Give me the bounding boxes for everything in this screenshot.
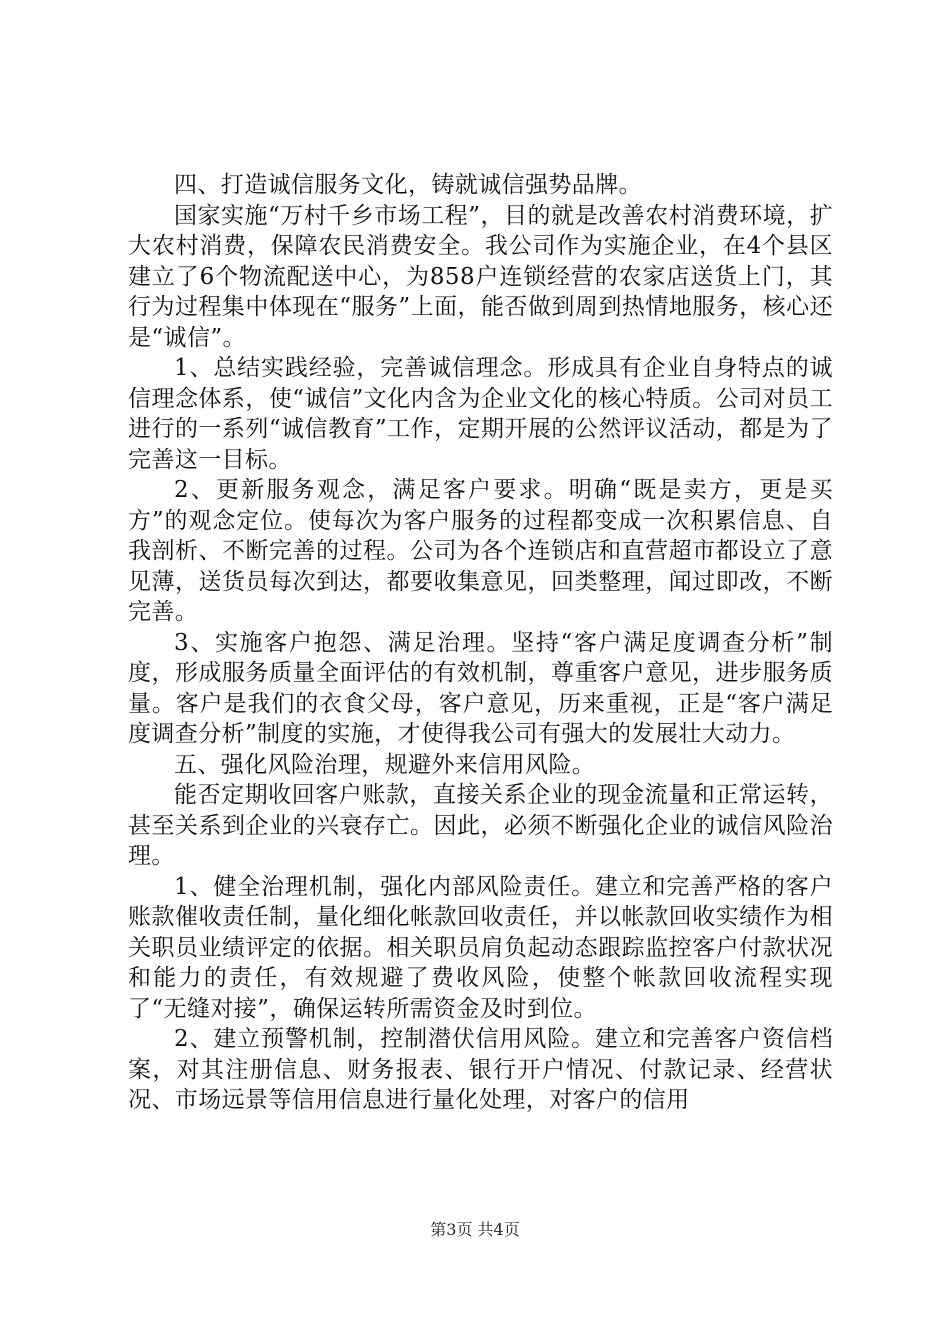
body-paragraph: 1、健全治理机制，强化内部风险责任。建立和完善严格的客户账款催收责任制，量化细化帐款回收责任，并以帐款回收实绩作为相关职员业绩评定的依据。相关职员肩负起动态跟踪监控客户付款状况和能力的责任，有效规避了费收风险，使整个帐款回收流程实现了“无缝对接”，确保运转所需资金及时到位。 [128,873,833,1022]
body-paragraph: 能否定期收回客户账款，直接关系企业的现金流量和正常运转，甚至关系到企业的兴衰存亡。因此，必须不断强化企业的诚信风险治理。 [128,782,833,869]
body-paragraph: 国家实施“万村千乡市场工程”，目的就是改善农村消费环境，扩大农村消费，保障农民消费安全。我公司作为实施企业，在4个县区建立了6个物流配送中心，为858户连锁经营的农家店送货上门，其行为过程集中体现在“服务”上面，能否做到周到热情地服务，核心还是“诚信”。 [128,202,833,351]
document-body [128,170,833,1116]
body-paragraph: 2、更新服务观念，满足客户要求。明确“既是卖方，更是买方”的观念定位。使每次为客户服务的过程都变成一次积累信息、自我剖析、不断完善的过程。公司为各个连锁店和直营超市都设立了意见薄，送货员每次到达，都要收集意见，回类整理，闻过即改，不断完善。 [128,477,833,625]
body-paragraph: 3、实施客户抱怨、满足治理。坚持“客户满足度调查分析”制度，形成服务质量全面评估的有效机制，尊重客户意见，进步服务质量。客户是我们的衣食父母，客户意见，历来重视，正是“客户满足度调查分析”制度的实施，才使得我公司有强大的发展壮大动力。 [128,629,833,747]
page-number-footer: 第3页 共4页 [430,1220,520,1239]
section-heading-4: 四、打造诚信服务文化，铸就诚信强势品牌。 [174,172,642,198]
body-paragraph: 2、建立预警机制，控制潜伏信用风险。建立和完善客户资信档案，对其注册信息、财务报表、银行开户情况、付款记录、经营状况、市场远景等信用信息进行量化处理，对客户的信用 [128,1026,833,1113]
body-paragraph: 1、总结实践经验，完善诚信理念。形成具有企业自身特点的诚信理念体系，使“诚信”文化内含为企业文化的核心特质。公司对员工进行的一系列“诚信教育”工作，定期开展的公然评议活动，都是为了完善这一目标。 [128,355,833,473]
section-heading-5: 五、强化风险治理，规避外来信用风险。 [174,751,596,778]
